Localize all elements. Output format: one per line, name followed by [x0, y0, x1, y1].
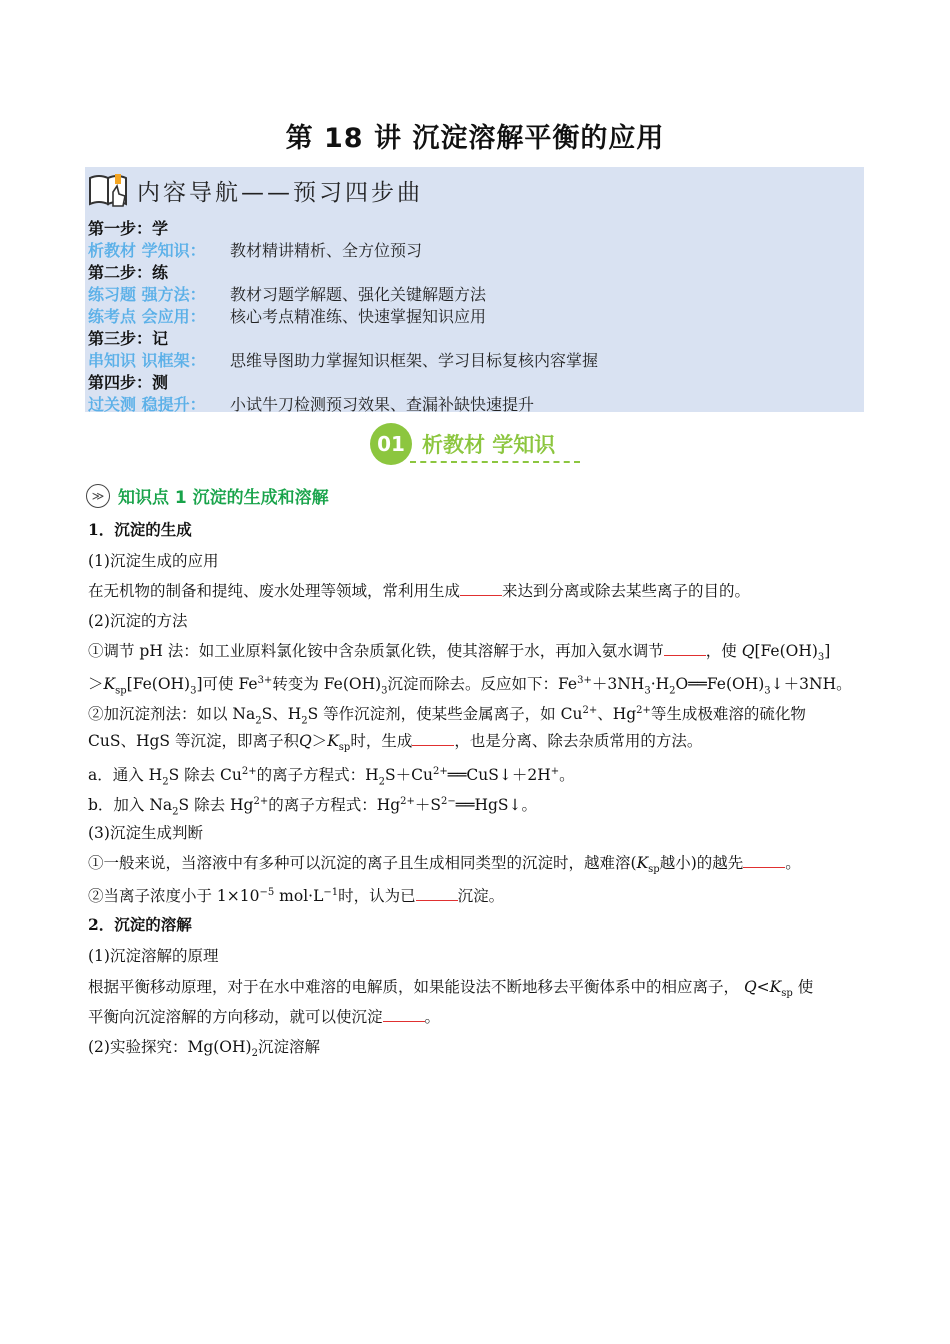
nav-heading-text: 内容导航——预习四步曲: [137, 179, 423, 206]
section-title: 析教材 学知识: [422, 433, 556, 457]
book-hand-icon: [87, 170, 133, 210]
section-badge: [370, 423, 555, 465]
nav-row-label: 练考点 会应用：: [88, 307, 206, 326]
step-2: 第二步：练: [88, 263, 169, 282]
step-1: 第一步：学: [88, 219, 169, 238]
nav-heading: [87, 170, 423, 210]
paragraph: ①一般来说，当溶液中有多种可以沉淀的离子且生成相同类型的沉淀时，越难溶($K_{sp}$越小)的越先 。: [88, 854, 801, 876]
nav-row-1: 析教材 学知识： 教材精讲精析、全方位预习: [88, 241, 423, 260]
equation-b: b．加入 $Na_2S$ 除去 $Hg^{2+}$的离子方程式：$Hg^{2+}+S^{2-}══HgS↓$。: [88, 796, 537, 818]
heading-precipitation-formation: 1．沉淀的生成: [88, 520, 192, 539]
paragraph: ②加沉淀剂法：如以 $Na_2S$、$H_2S$ 等作沉淀剂，使某些金属离子，如 $Cu^{2+}$、$Hg^{2+}$等生成极难溶的硫化物: [88, 705, 806, 727]
nav-row-label: 串知识 识框架：: [88, 351, 206, 370]
fill-blank[interactable]: [412, 731, 454, 746]
equation-a: a．通入 $H_2S$ 除去 $Cu^{2+}$的离子方程式：$H_2S+Cu^{2+}══CuS↓+2H^+$。: [88, 766, 575, 788]
fill-blank[interactable]: [383, 1007, 425, 1022]
paragraph: 平衡向沉淀溶解的方向移动，就可以使沉淀 。: [88, 1008, 441, 1026]
nav-row-5: 过关测 稳提升： 小试牛刀检测预习效果、查漏补缺快速提升: [88, 395, 535, 414]
subheading: (1)沉淀生成的应用: [88, 552, 219, 570]
step-4: 第四步：测: [88, 373, 169, 392]
page-title: 第 18 讲 沉淀溶解平衡的应用: [285, 123, 665, 154]
paragraph: 在无机物的制备和提纯、废水处理等领域，常利用生成 来达到分离或除去某些离子的目的。: [88, 582, 751, 600]
nav-row-label: 析教材 学知识：: [88, 241, 206, 260]
subheading: (1)沉淀溶解的原理: [88, 947, 219, 965]
chevron-right-icon: ≫: [86, 484, 110, 508]
nav-row-label: 练习题 强方法：: [88, 285, 206, 304]
paragraph: ②当离子浓度小于 $1\times 10^{-5}$ $mol\cdot L^{-1}$时，认为已 沉淀。: [88, 887, 505, 906]
fill-blank[interactable]: [460, 581, 502, 596]
fill-blank[interactable]: [664, 641, 706, 656]
knowledge-point-heading: ≫ 知识点 1 沉淀的生成和溶解: [86, 483, 329, 508]
fill-blank[interactable]: [743, 853, 785, 868]
paragraph: ①调节 pH 法：如工业原料氯化铵中含杂质氯化铁，使其溶解于水，再加入氨水调节 ，使 $Q[Fe(OH)_3]$: [88, 642, 831, 664]
nav-row-2: 练习题 强方法： 教材习题学解题、强化关键解题方法: [88, 285, 487, 304]
section-divider: [410, 461, 580, 463]
fill-blank[interactable]: [416, 886, 458, 901]
nav-row-label: 过关测 稳提升：: [88, 395, 206, 414]
step-3: 第三步：记: [88, 329, 169, 348]
paragraph: CuS、HgS 等沉淀，即离子积$Q>K_{sp}$时，生成 ，也是分离、除去杂质常用的方法。: [88, 732, 703, 754]
subheading: (3)沉淀生成判断: [88, 824, 203, 842]
subheading: (2)实验探究：$Mg(OH)_2$沉淀溶解: [88, 1038, 320, 1060]
nav-row-4: 串知识 识框架： 思维导图助力掌握知识框架、学习目标复核内容掌握: [88, 351, 599, 370]
nav-row-3: 练考点 会应用： 核心考点精准练、快速掌握知识应用: [88, 307, 487, 326]
paragraph: $>K_{sp}[Fe(OH)_3]$可使 $Fe^{3+}$转变为 $Fe(OH)_3$沉淀而除去。反应如下：$Fe^{3+}+3NH_3\cdot H_2O══Fe(OH)_3↓+3NH$。: [88, 675, 852, 697]
heading-precipitation-dissolution: 2．沉淀的溶解: [88, 915, 192, 934]
subheading: (2)沉淀的方法: [88, 612, 188, 630]
section-number: 01: [370, 423, 412, 465]
paragraph: 根据平衡移动原理，对于在水中难溶的电解质，如果能设法不断地移去平衡体系中的相应离子， $Q<K_{sp}$ 使: [88, 978, 814, 1000]
